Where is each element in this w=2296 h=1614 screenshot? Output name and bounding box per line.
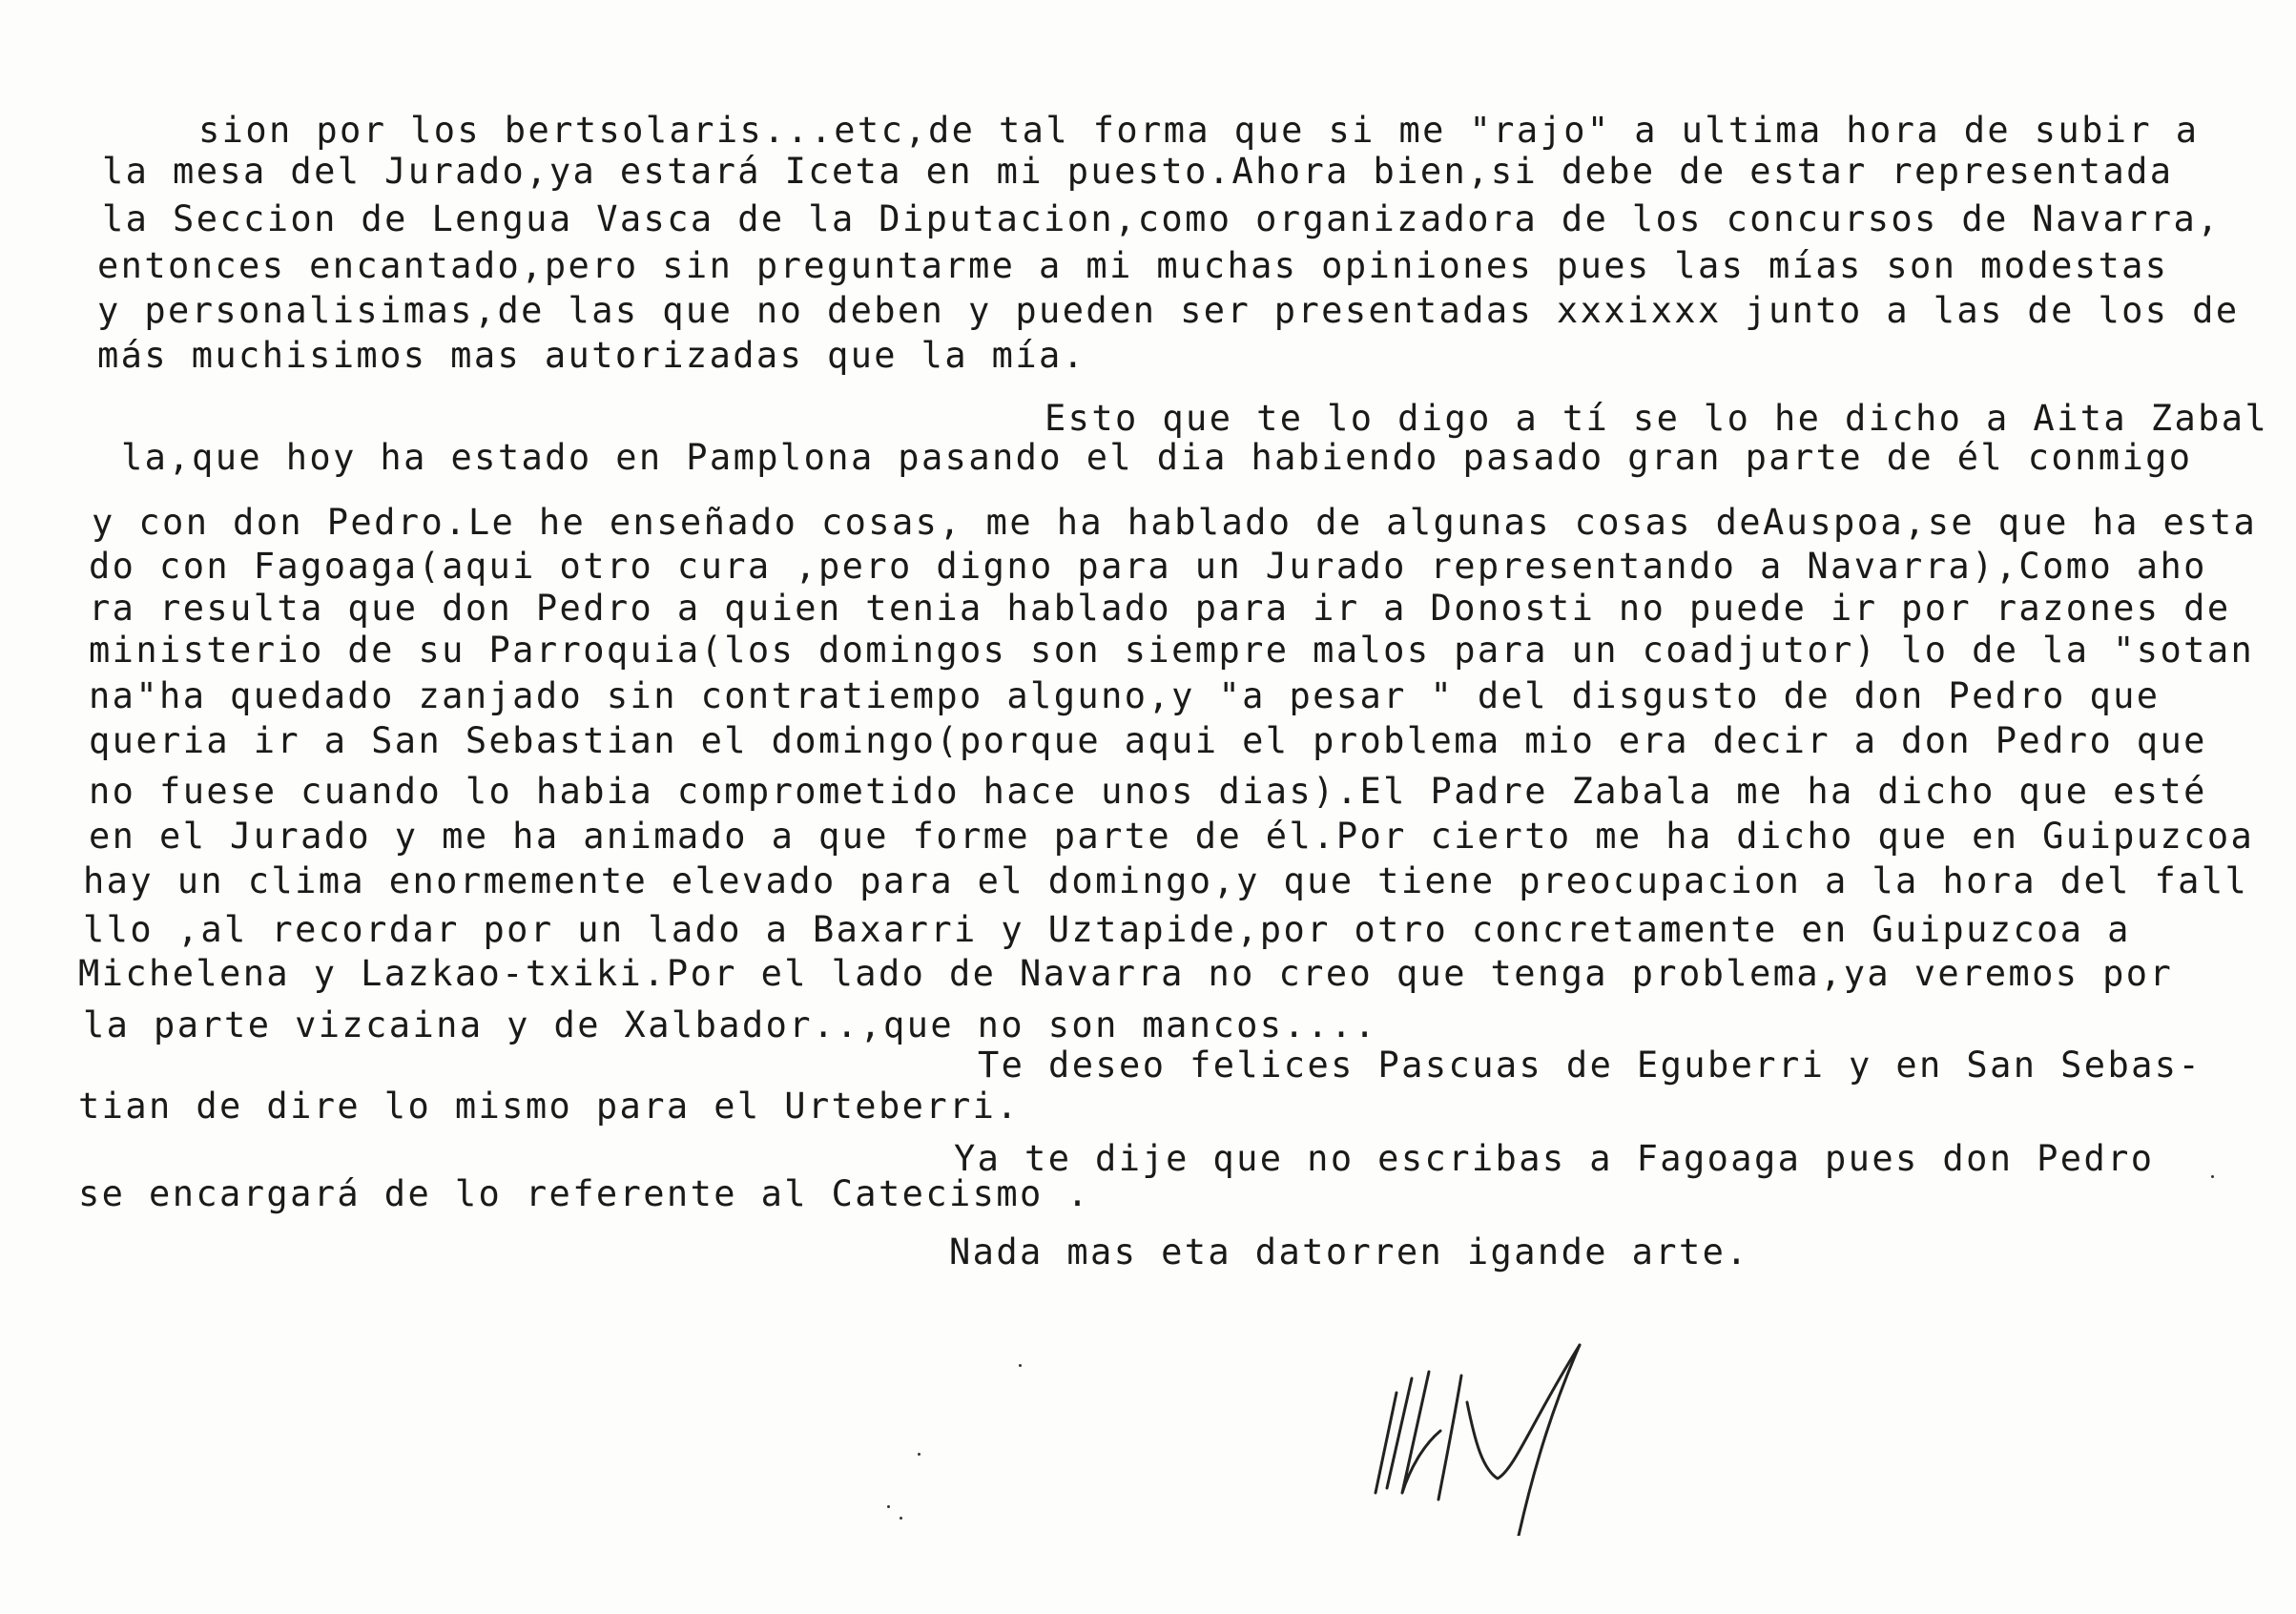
letter-line-23: Ya te dije que no escribas a Fagoaga pues don Pedro (954, 1138, 2155, 1179)
letter-line-21: Te deseo felices Pascuas de Eguberri y en San Sebas- (978, 1045, 2203, 1086)
letter-line-6: más muchisimos mas autorizadas que la mía. (97, 335, 1086, 376)
paper-speck (918, 1453, 920, 1456)
letter-line-14: queria ir a San Sebastian el domingo(porque aqui el problema mio era decir a don Pedro que (89, 720, 2207, 761)
handwritten-signature (1355, 1288, 1622, 1536)
letter-line-1: sion por los bertsolaris...etc,de tal forma que si me "rajo" a ultima hora de subir a (198, 110, 2200, 151)
letter-line-15: no fuese cuando lo habia comprometido hace unos dias).El Padre Zabala me ha dicho que esté (89, 771, 2207, 812)
letter-line-7: Esto que te lo digo a tí se lo he dicho a Aita Zabal (1045, 398, 2269, 439)
paper-speck (887, 1505, 890, 1508)
letter-line-25: Nada mas eta datorren igande arte. (949, 1231, 1749, 1273)
letter-line-9: y con don Pedro.Le he enseñado cosas, me ha hablado de algunas cosas deAuspoa,se que ha esta (92, 502, 2258, 543)
letter-line-4: entonces encantado,pero sin preguntarme a mi muchas opiniones pues las mías son modestas (97, 245, 2169, 286)
letter-line-17: hay un clima enormemente elevado para el domingo,y que tiene preocupacion a la hora del fall (83, 860, 2249, 901)
letter-line-11: ra resulta que don Pedro a quien tenia hablado para ir a Donosti no puede ir por razones de (89, 588, 2231, 629)
letter-line-18: llo ,al recordar por un lado a Baxarri y Uztapide,por otro concretamente en Guipuzcoa a (83, 909, 2131, 950)
paper-speck (2211, 1175, 2214, 1178)
paper-speck (1019, 1364, 1022, 1367)
letter-line-19: Michelena y Lazkao-txiki.Por el lado de Navarra no creo que tenga problema,ya veremos por (78, 953, 2174, 994)
letter-line-24: se encargará de lo referente al Catecismo . (78, 1173, 1091, 1214)
letter-line-8: la,que hoy ha estado en Pamplona pasando el dia habiendo pasado gran parte de él conmigo (121, 437, 2193, 478)
letter-line-13: na"ha quedado zanjado sin contratiempo alguno,y "a pesar " del disgusto de don Pedro que (89, 675, 2161, 716)
letter-line-12: ministerio de su Parroquia(los domingos son siempre malos para un coadjutor) lo de la "sotan (89, 630, 2255, 671)
letter-line-10: do con Fagoaga(aqui otro cura ,pero digno para un Jurado representando a Navarra),Como aho (89, 546, 2207, 587)
letter-line-16: en el Jurado y me ha animado a que forme parte de él.Por cierto me ha dicho que en Guipuzcoa (89, 816, 2255, 857)
paper-speck (900, 1517, 902, 1520)
letter-line-22: tian de dire lo mismo para el Urteberri. (78, 1086, 1021, 1127)
letter-line-3: la Seccion de Lengua Vasca de la Diputacion,como organizadora de los concursos de Navarra, (102, 198, 2221, 239)
letter-line-5: y personalisimas,de las que no deben y pueden ser presentadas xxxixxx junto a las de los de (97, 290, 2240, 331)
letter-line-2: la mesa del Jurado,ya estará Iceta en mi puesto.Ahora bien,si debe de estar representada (102, 151, 2174, 192)
letter-line-20: la parte vizcaina y de Xalbador..,que no son mancos.... (83, 1004, 1378, 1045)
